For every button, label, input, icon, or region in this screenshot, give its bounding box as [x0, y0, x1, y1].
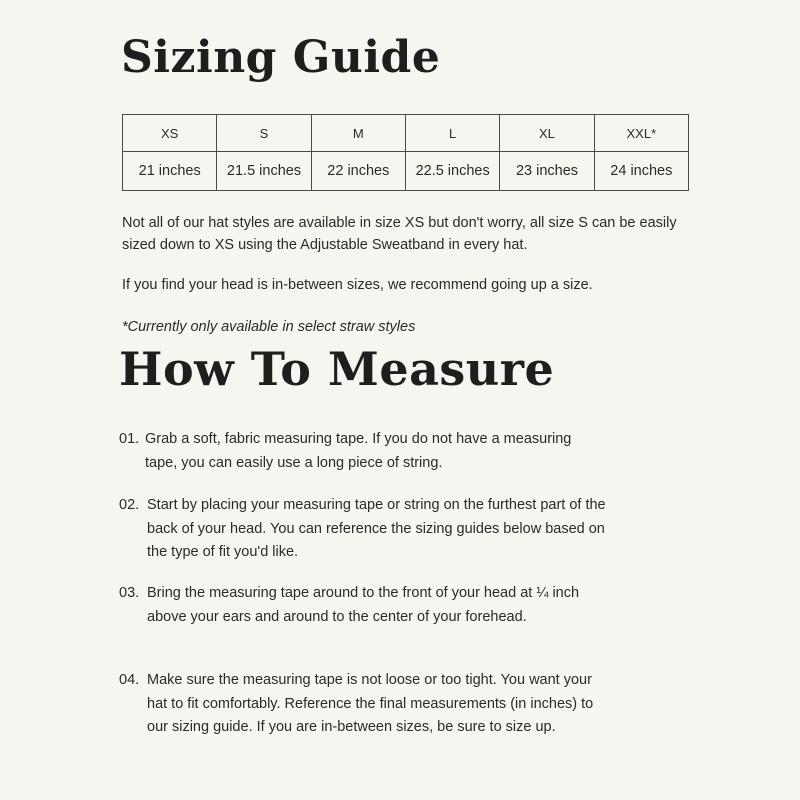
- size-header-row: [123, 115, 689, 152]
- step-text: Make sure the measuring tape is not loose or too tight. You want your hat to fit comfortably. Reference the final measurements (in inches) to our sizing guide. If you are in-between sizes, be sure to size up.: [147, 672, 594, 735]
- step-number: 01.: [119, 431, 140, 447]
- step-number: 02.: [119, 497, 140, 513]
- size-value-xl: 23 inches: [500, 152, 594, 191]
- step-item: [119, 669, 719, 740]
- footnote: *Currently only available in select straw styles: [122, 319, 416, 335]
- size-header-l: L: [405, 115, 499, 152]
- size-header-s: S: [217, 115, 311, 152]
- sizing-guide-title: Sizing Guide: [121, 32, 441, 83]
- step-item: [119, 428, 719, 475]
- size-header-xxl: XXL*: [594, 115, 688, 152]
- between-sizes-note: If you find your head is in-between sizes, we recommend going up a size.: [122, 277, 593, 293]
- size-value-m: 22 inches: [311, 152, 405, 191]
- how-to-measure-title: How To Measure: [119, 342, 555, 396]
- step-item: [119, 494, 719, 565]
- size-header-m: M: [311, 115, 405, 152]
- size-header-xl: XL: [500, 115, 594, 152]
- step-number: 04.: [119, 672, 140, 688]
- size-value-xs: 21 inches: [123, 152, 217, 191]
- size-value-xxl: 24 inches: [594, 152, 688, 191]
- xs-note: Not all of our hat styles are available in size XS but don't worry, all size S can be easily sized down to XS using the Adjustable Sweatband in every hat.: [122, 215, 677, 253]
- step-number: 03.: [119, 585, 140, 601]
- size-value-l: 22.5 inches: [405, 152, 499, 191]
- step-text: Grab a soft, fabric measuring tape. If you do not have a measuring tape, you can easily use a long piece of string.: [145, 431, 572, 471]
- step-text: Bring the measuring tape around to the front of your head at ¼ inch above your ears and around to the center of your forehead.: [147, 585, 580, 625]
- step-item: [119, 582, 719, 629]
- size-header-xs: XS: [123, 115, 217, 152]
- step-text: Start by placing your measuring tape or string on the furthest part of the back of your head. You can reference the sizing guides below based on the type of fit you'd like.: [147, 497, 606, 560]
- size-value-s: 21.5 inches: [217, 152, 311, 191]
- size-value-row: [123, 152, 689, 191]
- size-table: [122, 114, 689, 191]
